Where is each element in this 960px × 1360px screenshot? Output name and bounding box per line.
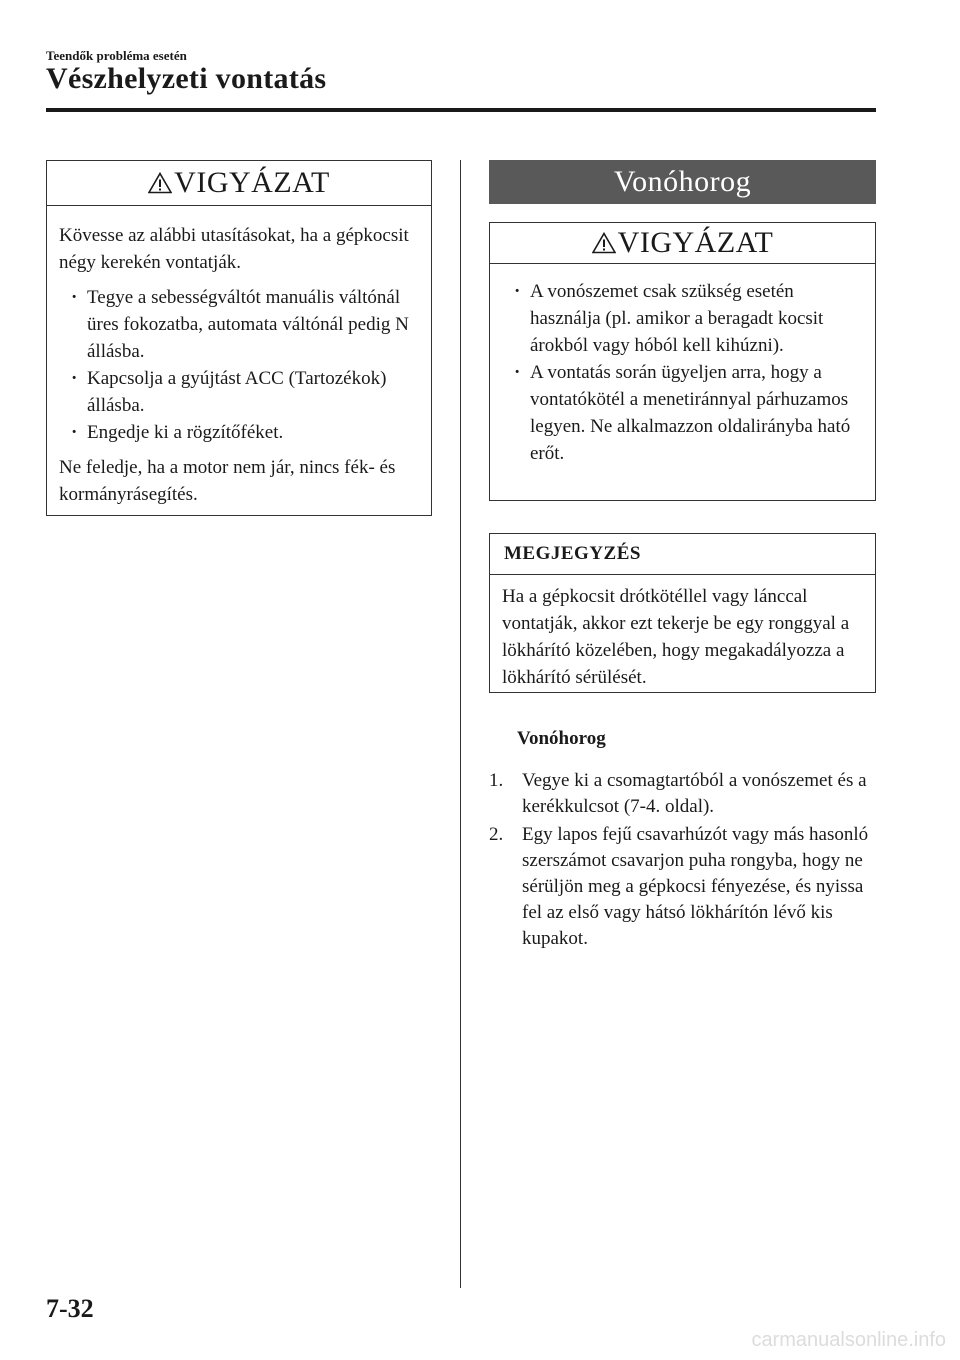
step-text: Vegye ki a csomagtartóból a vonószemet és a kerékkulcsot (7-4. oldal). — [522, 770, 867, 817]
page-number: 7-32 — [46, 1294, 94, 1323]
section-title: Teendők probléma esetén — [46, 48, 187, 63]
subheading: Vonóhorog — [517, 728, 606, 749]
note-body — [490, 575, 875, 691]
note-title: MEGJEGYZÉS — [504, 543, 641, 564]
caution-item: · Engedje ki a rögzítőféket. — [59, 419, 419, 446]
column-divider — [460, 160, 461, 1288]
note-box — [489, 533, 876, 693]
section-banner: Vonóhorog — [489, 160, 876, 204]
caution-body — [490, 264, 875, 467]
caution-intro: Kövesse az alábbi utasításokat, ha a gépkocsit négy kerekén vontatják. — [59, 225, 409, 273]
caution-title: VIGYÁZAT — [617, 226, 774, 259]
page-title: Vészhelyzeti vontatás — [46, 62, 327, 95]
warning-triangle-icon — [592, 232, 616, 254]
caution-item: · A vontatás során ügyeljen arra, hogy a vontatókötél a menetiránnyal párhuzamos legyen. Ne alkalmazzon oldalirányba ható erőt. — [502, 359, 863, 467]
step-number: 1. — [489, 770, 504, 791]
caution-outro: Ne feledje, ha a motor nem jár, nincs fék- és kormányrásegítés. — [59, 457, 396, 505]
caution-item: · Kapcsolja a gyújtást ACC (Tartozékok) állásba. — [59, 365, 419, 419]
heading-rule — [46, 108, 876, 112]
step-number: 2. — [489, 824, 504, 845]
caution-header — [47, 161, 431, 206]
caution-item: · Tegye a sebességváltót manuális váltónál üres fokozatba, automata váltónál pedig N állásba. — [59, 284, 419, 365]
steps-list — [489, 768, 879, 954]
caution-header — [490, 223, 875, 264]
warning-triangle-icon — [148, 172, 172, 194]
note-header — [490, 534, 875, 575]
caution-title: VIGYÁZAT — [174, 166, 330, 199]
caution-box-left — [46, 160, 432, 516]
watermark: carmanualsonline.info — [751, 1329, 946, 1351]
caution-body — [47, 206, 431, 508]
list-item — [489, 822, 879, 952]
note-text: Ha a gépkocsit drótkötéllel vagy lánccal vontatják, akkor ezt tekerje be egy ronggyal a lökhárító közelében, hogy megakadályozza a lökhárító sérülését. — [502, 586, 850, 688]
list-item — [489, 768, 879, 820]
caution-item: · A vonószemet csak szükség esetén használja (pl. amikor a beragadt kocsit árokból vagy hóból kell kihúzni). — [502, 278, 863, 359]
caution-box-right — [489, 222, 876, 501]
step-text: Egy lapos fejű csavarhúzót vagy más hasonló szerszámot csavarjon puha rongyba, hogy ne sérüljön meg a gépkocsi fényezése, és nyissa fel az első vagy hátsó lökhárítón lévő kis kupakot. — [522, 824, 869, 949]
